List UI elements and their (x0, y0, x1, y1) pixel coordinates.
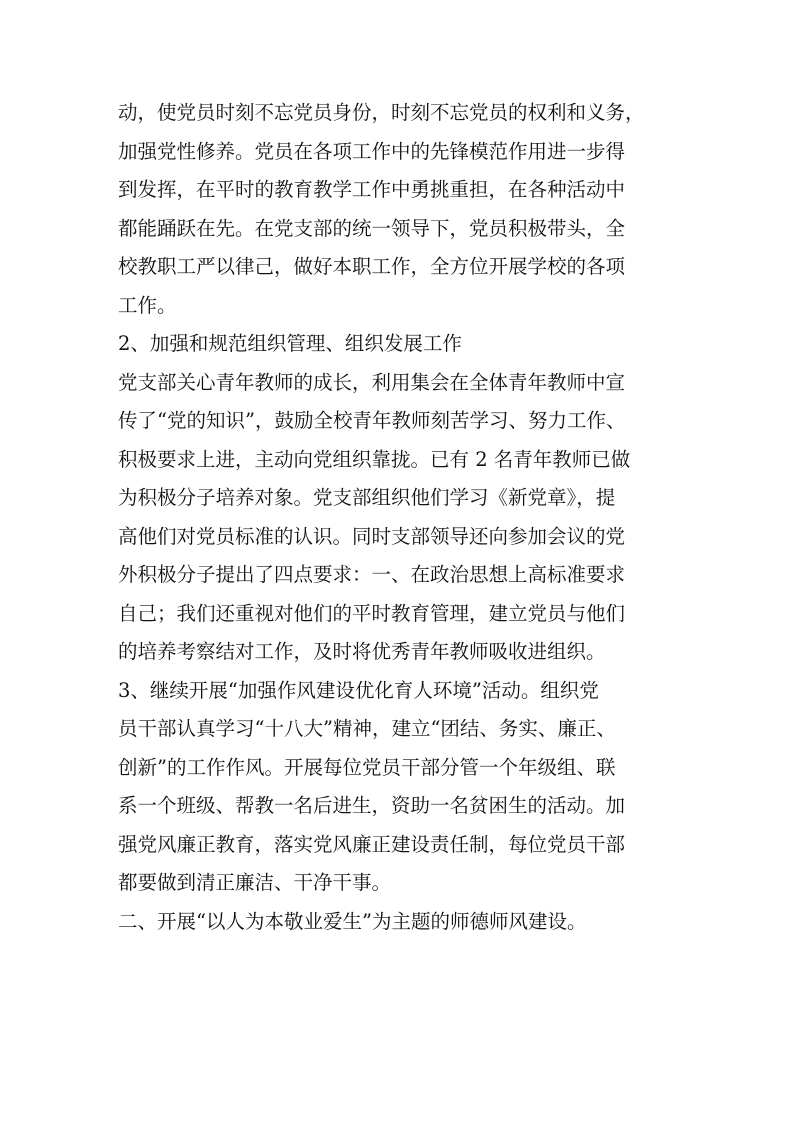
text-line: 校教职工严以律己，做好本职工作，全方位开展学校的各项 (118, 255, 626, 278)
section-heading: 2、加强和规范组织管理、组织发展工作 (118, 332, 462, 355)
text-line: 传了“党的知识”，鼓励全校青年教师刻苦学习、努力工作、 (118, 409, 626, 432)
text-line: 都要做到清正廉洁、干净干事。 (118, 871, 392, 894)
text-line: 高他们对党员标准的认识。同时支部领导还向参加会议的党 (118, 524, 626, 548)
text-line: 外积极分子提出了四点要求：一、在政治思想上高标准要求 (118, 563, 626, 586)
text-line: 自己；我们还重视对他们的平时教育管理，建立党员与他们 (118, 601, 626, 625)
text-line: 工作。 (118, 293, 177, 317)
text-line: 为积极分子培养对象。党支部组织他们学习《新党章》，提 (118, 486, 616, 509)
text-line: 创新”的工作作风。开展每位党员干部分管一个年级组、联 (118, 755, 616, 779)
section-heading: 3、继续开展“加强作风建设优化育人环境”活动。组织党 (118, 678, 599, 702)
text-line: 员干部认真学习“十八大”精神，建立“团结、务实、廉正、 (118, 717, 616, 740)
text-line: 强党风廉正教育，落实党风廉正建设责任制，每位党员干部 (118, 832, 626, 856)
text-line: 的培养考察结对工作，及时将优秀青年教师吸收进组织。 (118, 640, 606, 663)
text-line: 积极要求上进，主动向党组织靠拢。已有 2 名青年教师已做 (118, 447, 631, 471)
text-line: 党支部关心青年教师的成长，利用集会在全体青年教师中宣 (118, 370, 626, 394)
text-line: 动，使党员时刻不忘党员身份，时刻不忘党员的权利和义务， (118, 101, 645, 124)
body-text (118, 94, 688, 941)
text-line: 系一个班级、帮教一名后进生，资助一名贫困生的活动。加 (118, 794, 626, 817)
section-heading: 二、开展“以人为本敬业爱生”为主题的师德师风建设。 (118, 909, 587, 933)
text-line: 都能踊跃在先。在党支部的统一领导下，党员积极带头，全 (118, 216, 626, 240)
text-line: 加强党性修养。党员在各项工作中的先锋模范作用进一步得 (118, 139, 626, 163)
text-line: 到发挥，在平时的教育教学工作中勇挑重担，在各种活动中 (118, 178, 626, 201)
